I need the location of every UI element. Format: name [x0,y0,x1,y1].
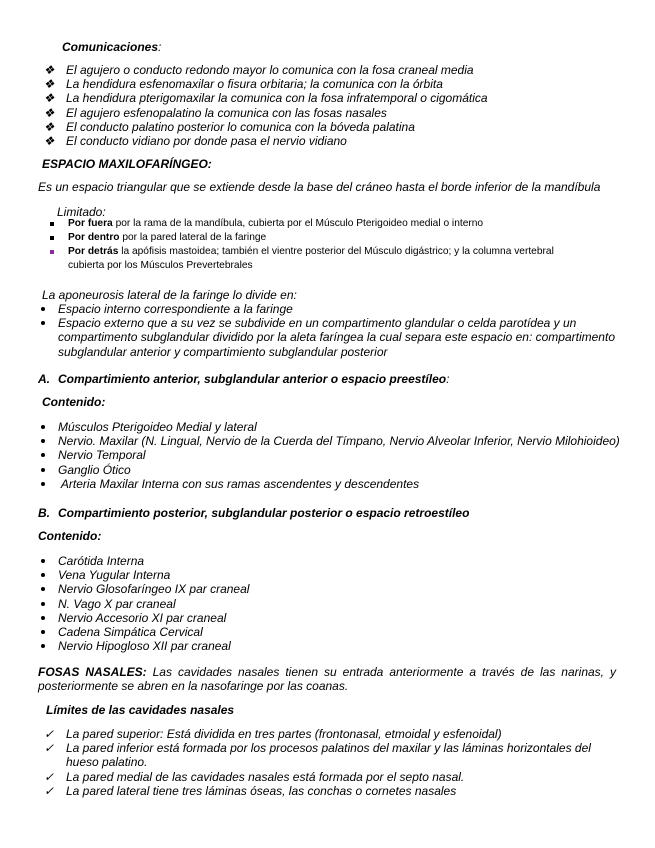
bullet-icon [41,321,45,325]
compartment-a-list [38,420,648,491]
bullet-icon [41,630,45,634]
list-item: Nervio Hipogloso XII par craneal [38,639,638,653]
bullet-icon [41,482,45,486]
compartment-a-heading: A. Compartimiento anterior, subglandular anterior o espacio preestíleo: [38,372,450,386]
list-item: ❖ El conducto palatino posterior lo comunica con la bóveda palatina [43,119,415,134]
list-item: Por dentro por la pared lateral de la faringe [40,231,630,245]
list-item: Arteria Maxilar Interna con sus ramas ascendentes y descendentes [38,477,648,491]
list-item: Espacio externo que a su vez se subdivide en un compartimento glandular o celda parotídea y un compartimento subglandular dividido por la aleta faríngea la cual separa este espacio en: compartimento subglandular anterior y compartimiento subglandular posterior [38,316,618,359]
espacio-intro: Es un espacio triangular que se extiende desde la base del cráneo hasta el borde inferior de la mandíbula [38,180,601,194]
compartment-b-heading: B. Compartimiento posterior, subglandular posterior o espacio retroestíleo [38,506,470,520]
check-icon: ✓ [43,769,55,784]
list-item: Nervio Accesorio XI par craneal [38,611,638,625]
list-item: ❖ El agujero o conducto redondo mayor lo comunica con la fosa craneal media [43,63,474,77]
comunicaciones-list [38,63,638,148]
list-item: ❖ El agujero esfenopalatino la comunica con las fosas nasales [43,105,387,120]
limites-heading: Límites de las cavidades nasales [46,703,235,717]
bullet-icon [41,468,45,472]
list-item: Nervio. Maxilar (N. Lingual, Nervio de la Cuerda del Tímpano, Nervio Alveolar Inferior, Nervio Milohioideo) [38,434,648,448]
diamond-bullet-icon: ❖ [43,119,55,134]
list-item: N. Vago X par craneal [38,597,638,611]
list-item: ✓ La pared medial de las cavidades nasales está formada por el septo nasal. [43,769,465,784]
diamond-bullet-icon: ❖ [43,134,55,149]
limitado-label: Limitado: [57,205,106,219]
bullet-icon [41,573,45,577]
list-item: ✓ La pared lateral tiene tres láminas óseas, las conchas o cornetes nasales [43,783,457,798]
list-item: Por fuera por la rama de la mandíbula, cubierta por el Músculo Pterigoideo medial o interno [40,217,630,231]
comunicaciones-heading: Comunicaciones: [62,40,162,54]
contenido-b-label: Contenido: [38,529,102,543]
divisions-list [38,302,638,359]
list-item: ✓ La pared inferior está formada por los procesos palatinos del maxilar y las láminas horizontales del hueso palatino. [43,741,591,770]
bullet-icon [41,616,45,620]
compartment-b-list [38,554,638,653]
list-item: Ganglio Ótico [38,463,648,477]
bullet-icon [41,453,45,457]
square-bullet-icon [50,250,54,254]
list-item: Nervio Glosofaríngeo IX par craneal [38,582,638,596]
square-bullet-icon [50,236,54,240]
bullet-icon [41,587,45,591]
contenido-a-label: Contenido: [42,395,106,409]
limits-list [40,217,630,273]
check-icon: ✓ [43,783,55,798]
fosas-paragraph: FOSAS NASALES: Las cavidades nasales tienen su entrada anteriormente a través de las narinas, y posteriormente se abren en la nasofaringe por las coanas. [38,665,616,694]
list-item: ❖ La hendidura pterigomaxilar la comunica con la fosa infratemporal o cigomática [43,91,488,106]
diamond-bullet-icon: ❖ [43,91,55,106]
list-item: Carótida Interna [38,554,638,568]
list-item: ✓ La pared superior: Está dividida en tres partes (frontonasal, etmoidal y esfenoidal) [43,727,502,741]
bullet-icon [41,307,45,311]
list-item: Nervio Temporal [38,448,648,462]
check-icon: ✓ [43,727,55,741]
list-item: Músculos Pterigoideo Medial y lateral [38,420,648,434]
bullet-icon [41,439,45,443]
square-bullet-icon [50,222,54,226]
list-item: ❖ La hendidura esfenomaxilar o fisura orbitaria; la comunica con la órbita [43,77,443,92]
bullet-icon [41,559,45,563]
bullet-icon [41,425,45,429]
check-icon: ✓ [43,741,55,756]
bullet-icon [41,644,45,648]
limites-list [40,727,620,798]
list-item: Por detrás la apófisis mastoidea; también el vientre posterior del Músculo digástrico; y la columna vertebral cubierta por los Músculos Prevertebrales [40,245,630,273]
bullet-icon [41,602,45,606]
list-item: Espacio interno correspondiente a la faringe [38,302,638,316]
list-item: Vena Yugular Interna [38,568,638,582]
list-item: ❖ El conducto vidiano por donde pasa el nervio vidiano [43,134,347,149]
diamond-bullet-icon: ❖ [43,63,55,77]
diamond-bullet-icon: ❖ [43,105,55,120]
espacio-heading: ESPACIO MAXILOFARÍNGEO: [42,157,212,171]
aponeurosis-text: La aponeurosis lateral de la faringe lo divide en: [42,288,297,302]
diamond-bullet-icon: ❖ [43,77,55,92]
list-item: Cadena Simpática Cervical [38,625,638,639]
